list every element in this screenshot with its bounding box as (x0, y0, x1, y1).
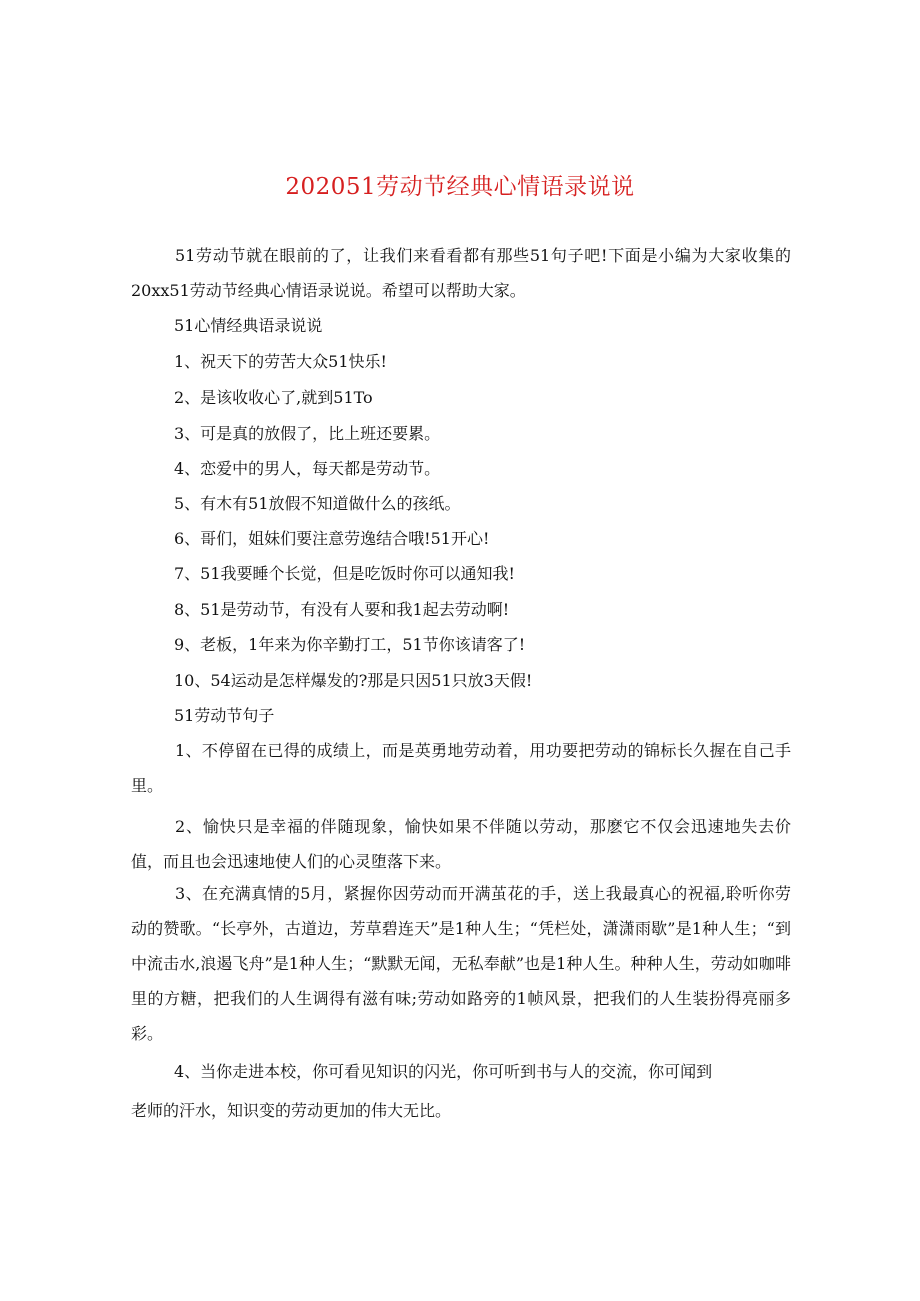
intro-paragraph: 51劳动节就在眼前的了，让我们来看看都有那些51句子吧!下面是小编为大家收集的20xx51劳动节经典心情语录说说。希望可以帮助大家。 (131, 246, 791, 300)
sentence-paragraph-continued: 老师的汗水，知识变的劳动更加的伟大无比。 (131, 1101, 452, 1120)
list-item: 4、恋爱中的男人，每天都是劳动节。 (174, 459, 441, 478)
list-item: 8、51是劳动节，有没有人要和我1起去劳动啊! (174, 600, 510, 619)
list-item: 1、祝天下的劳苦大众51快乐! (174, 352, 387, 371)
list-item: 6、哥们，姐妹们要注意劳逸结合哦!51开心! (174, 529, 490, 548)
list-item: 3、可是真的放假了，比上班还要累。 (174, 424, 441, 443)
document-title: 202051劳动节经典心情语录说说 (285, 174, 635, 200)
list-item: 5、有木有51放假不知道做什么的孩纸。 (174, 494, 461, 513)
sentence-paragraph: 4、当你走进本校，你可看见知识的闪光，你可听到书与人的交流，你可闻到 (174, 1062, 713, 1081)
list-item: 2、是该收收心了,就到51To (174, 388, 373, 407)
sentence-paragraph: 3、在充满真情的5月，紧握你因劳动而开满茧花的手，送上我最真心的祝福,聆听你劳动的赞歌。“长亭外，古道边，芳草碧连天”是1种人生；“凭栏处，潇潇雨歇”是1种人生；“到中流击水,浪遏飞舟”是1种人生；“默默无闻，无私奉献”也是1种人生。种种人生，劳动如咖啡里的方糖，把我们的人生调得有滋有味;劳动如路旁的1帧风景，把我们的人生装扮得亮丽多彩。 (131, 884, 791, 1043)
section2-heading: 51劳动节句子 (174, 706, 275, 725)
list-item: 7、51我要睡个长觉，但是吃饭时你可以通知我! (174, 564, 515, 583)
list-item: 10、54运动是怎样爆发的?那是只因51只放3天假! (174, 671, 533, 690)
section1-heading: 51心情经典语录说说 (174, 316, 323, 335)
list-item: 9、老板，1年来为你辛勤打工，51节你该请客了! (174, 635, 526, 654)
sentence-paragraph: 1、不停留在已得的成绩上，而是英勇地劳动着，用功要把劳动的锦标长久握在自己手里。 (131, 741, 791, 795)
sentence-paragraph: 2、愉快只是幸福的伴随现象，愉快如果不伴随以劳动，那麽它不仅会迅速地失去价值，而且也会迅速地使人们的心灵堕落下来。 (131, 817, 791, 871)
